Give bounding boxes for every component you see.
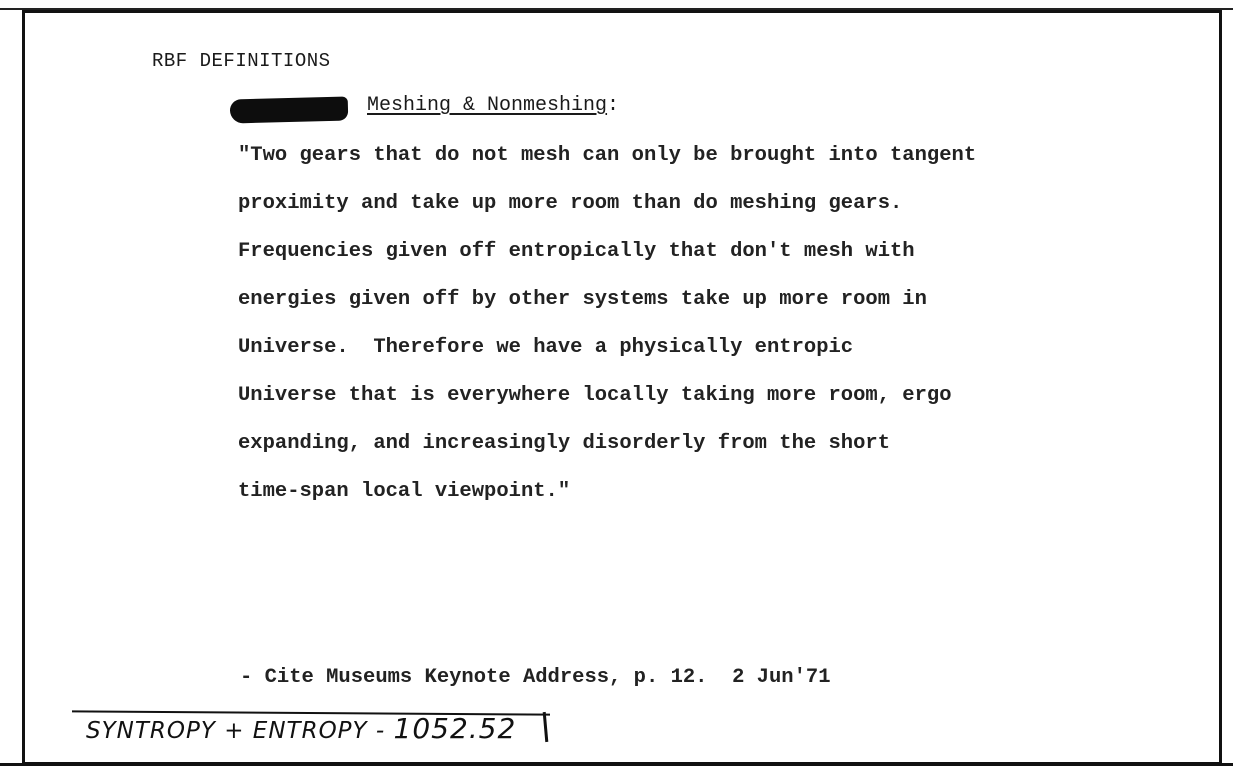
citation: - Cite Museums Keynote Address, p. 12. 2 Jun'71 bbox=[240, 666, 831, 689]
card-heading: RBF DEFINITIONS bbox=[152, 50, 331, 72]
term-suffix: : bbox=[607, 94, 620, 117]
term-title bbox=[367, 94, 619, 117]
card-top-edge bbox=[0, 0, 1233, 10]
quote-line: energies given off by other systems take up more room in bbox=[238, 288, 927, 311]
quote-line: Universe that is everywhere locally taking more room, ergo bbox=[238, 384, 952, 407]
definition-quote bbox=[238, 140, 1138, 524]
quote-line: Frequencies given off entropically that don't mesh with bbox=[238, 240, 915, 263]
quote-line: "Two gears that do not mesh can only be brought into tangent bbox=[238, 144, 977, 167]
handwritten-note bbox=[80, 712, 526, 746]
quote-line: proximity and take up more room than do meshing gears. bbox=[238, 192, 903, 215]
quote-line: Universe. Therefore we have a physically entropic bbox=[238, 336, 854, 359]
quote-line: expanding, and increasingly disorderly from the short bbox=[238, 432, 891, 455]
handwritten-note-text: SYNTROPY + ENTROPY - bbox=[86, 718, 386, 744]
handwritten-note-ref: 1052.52 bbox=[393, 712, 517, 745]
card-bottom-edge bbox=[0, 763, 1233, 766]
term-label: Meshing & Nonmeshing bbox=[367, 94, 608, 117]
redaction-mark bbox=[230, 96, 349, 123]
quote-line: time-span local viewpoint." bbox=[238, 480, 571, 503]
